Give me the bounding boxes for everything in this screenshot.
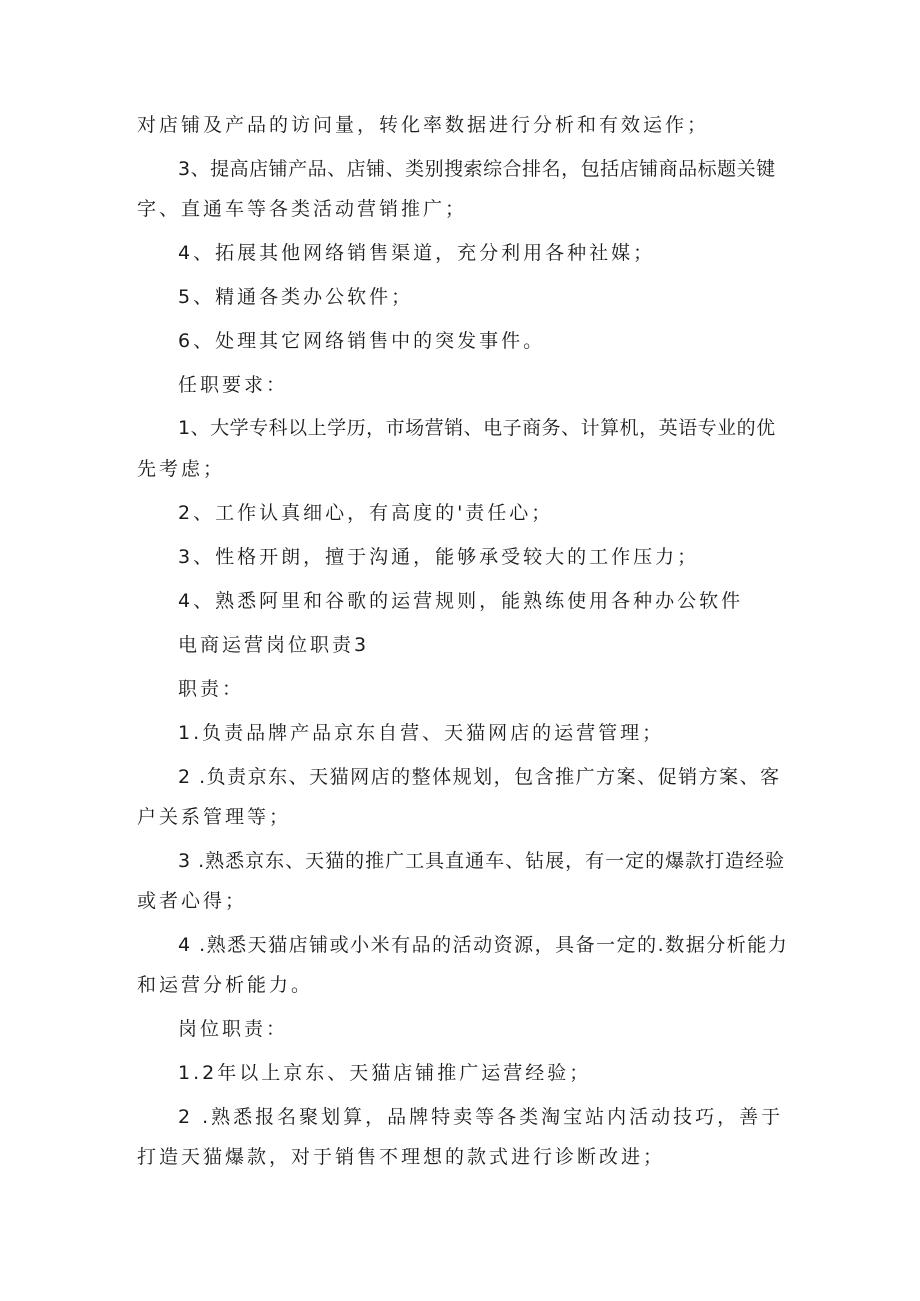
text-line: 和运营分析能力。 [137,974,314,996]
section-heading: 任职要求： [178,374,289,396]
text-line: 户关系管理等； [137,806,292,828]
text-line: 3、提高店铺产品、店铺、类别搜索综合排名，包括店铺商品标题关键 [178,158,776,180]
text-line: 2 .负责京东、天猫网店的整体规划，包含推广方案、促销方案、客 [178,766,781,788]
text-line: 4 .熟悉天猫店铺或小米有品的活动资源，具备一定的.数据分析能力 [178,934,789,956]
text-line: 或者心得； [137,890,248,912]
text-line: 3、性格开朗，擅于沟通，能够承受较大的工作压力； [178,546,700,568]
text-line: 字、直通车等各类活动营销推广； [137,198,468,220]
text-line: 6、处理其它网络销售中的突发事件。 [178,330,546,352]
text-line: 4、拓展其他网络销售渠道，充分利用各种社媒； [178,242,656,264]
text-line: 1.2年以上京东、天猫店铺推广运营经验； [178,1062,592,1084]
text-line: 2、工作认真细心，有高度的'责任心； [178,502,554,524]
text-line: 3 .熟悉京东、天猫的推广工具直通车、钻展，有一定的爆款打造经验 [178,850,786,872]
text-line: 1.负责品牌产品京东自营、天猫网店的运营管理； [178,722,665,744]
text-line: 4、熟悉阿里和谷歌的运营规则，能熟练使用各种办公软件 [178,590,744,612]
section-heading: 职责： [178,678,245,700]
text-line: 2 .熟悉报名聚划算，品牌特卖等各类淘宝站内活动技巧，善于 [178,1106,784,1128]
section-heading: 岗位职责： [178,1018,289,1040]
text-line: 打造天猫爆款，对于销售不理想的款式进行诊断改进； [137,1146,666,1168]
text-line: 1、大学专科以上学历，市场营销、电子商务、计算机，英语专业的优 [178,417,776,439]
text-line: 5、精通各类办公软件； [178,286,414,308]
document-title: 电商运营岗位职责3 [178,634,370,656]
text-line: 对店铺及产品的访问量，转化率数据进行分析和有效运作； [137,114,710,136]
text-line: 先考虑； [137,458,226,480]
